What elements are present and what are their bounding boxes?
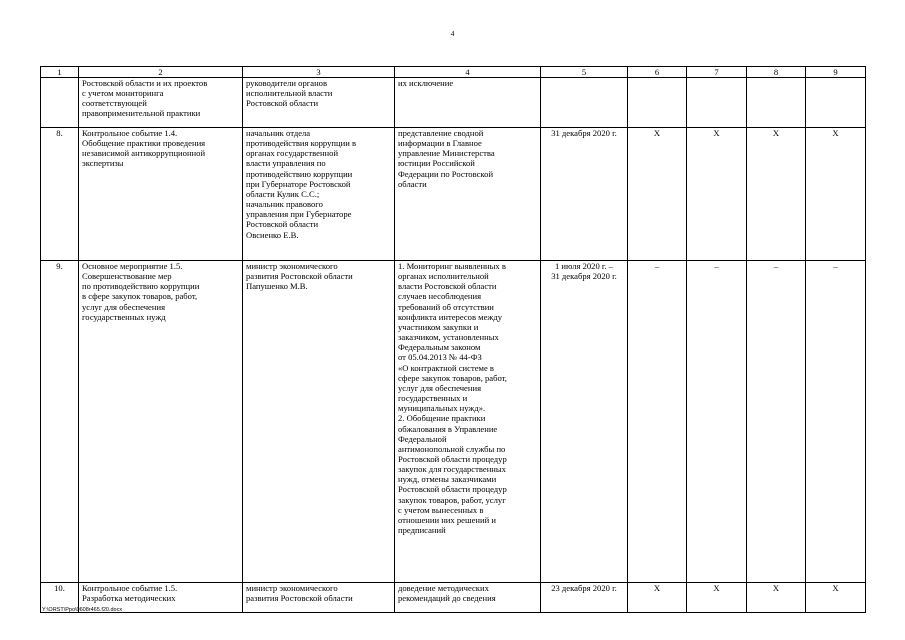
mark-cell-c9: [806, 78, 866, 128]
row-number-cell: 8.: [41, 128, 79, 261]
responsible-line: при Губернаторе Ростовской: [246, 178, 351, 189]
responsible-line: начальник отдела: [246, 128, 311, 138]
responsible-cell: [243, 78, 395, 128]
result-line: органах исполнительной: [398, 271, 489, 282]
responsible-line: противодействию коррупции: [246, 168, 353, 179]
result-line: доведение методических: [398, 583, 489, 593]
event-line: по противодействию коррупции: [82, 281, 200, 292]
result-line: закупок для государственных: [398, 464, 506, 475]
result-line: юстиции Российской: [398, 158, 475, 169]
result-line: обжалования в Управление: [398, 423, 498, 434]
term-cell: [541, 78, 628, 128]
result-line: требований об отсутствии: [398, 301, 494, 312]
event-line: Контрольное событие 1.5.: [82, 583, 178, 593]
header-cell-8: 8: [747, 67, 806, 78]
term-line: 23 декабря 2020 г.: [551, 583, 617, 593]
result-line: нужд, отмены заказчиками: [398, 474, 497, 485]
result-line: Федеральной: [398, 433, 447, 444]
header-cell-3: 3: [243, 67, 395, 78]
result-line: 2. Обобщение практики: [398, 413, 486, 424]
event-line: в сфере закупок товаров, работ,: [82, 291, 198, 302]
event-line: Ростовской области и их проектов: [82, 78, 208, 88]
mark-cell-c6: Х: [628, 583, 687, 613]
event-cell: [79, 261, 243, 583]
responsible-line: развития Ростовской области: [246, 271, 353, 282]
event-line: услуг для обеспечения: [82, 301, 166, 312]
table-header-row: [41, 67, 866, 78]
result-line: Ростовской области процедур: [398, 484, 507, 495]
table-row: [41, 261, 866, 583]
event-cell: [79, 128, 243, 261]
result-line: услуг для обеспечения: [398, 382, 482, 393]
result-line: Ростовской области процедур: [398, 453, 507, 464]
responsible-line: власти управления по: [246, 158, 326, 169]
table-row: [41, 78, 866, 128]
responsible-line: Ростовской области: [246, 98, 319, 109]
mark-cell-c6: [628, 78, 687, 128]
result-line: Федеральным законом: [398, 342, 481, 353]
result-line: от 05.04.2013 № 44-ФЗ: [398, 352, 482, 363]
result-line: 1. Мониторинг выявленных в: [398, 261, 506, 271]
page-number: 4: [450, 29, 455, 38]
result-cell: [395, 128, 541, 261]
result-line: Федерации по Ростовской: [398, 168, 494, 179]
result-line: государственных и: [398, 393, 468, 404]
mark-cell-c7: –: [687, 261, 747, 583]
result-line: власти Ростовской области: [398, 281, 497, 292]
result-line: антимонопольной службы по: [398, 443, 506, 454]
row-number-cell: [41, 78, 79, 128]
result-cell: [395, 583, 541, 613]
responsible-cell: [243, 583, 395, 613]
event-line: Обобщение практики проведения: [82, 138, 206, 149]
mark-cell-c8: –: [747, 261, 806, 583]
mark-cell-c9: Х: [806, 128, 866, 261]
mark-cell-c7: Х: [687, 128, 747, 261]
mark-cell-c9: –: [806, 261, 866, 583]
event-line: Основное мероприятие 1.5.: [82, 261, 183, 271]
event-line: государственных нужд: [82, 311, 166, 322]
result-line: «О контрактной системе в: [398, 362, 494, 373]
header-cell-1: 1: [41, 67, 79, 78]
result-line: участником закупки и: [398, 321, 479, 332]
responsible-line: области Кулик С.С.;: [246, 188, 320, 199]
header-cell-6: 6: [628, 67, 687, 78]
result-line: области: [398, 178, 427, 189]
mark-cell-c7: Х: [687, 583, 747, 613]
responsible-line: Ростовской области: [246, 219, 319, 230]
responsible-line: Овсиенко Е.В.: [246, 229, 299, 240]
result-line: сфере закупок товаров, работ,: [398, 372, 507, 383]
result-line: закупок товаров, работ, услуг: [398, 494, 506, 505]
result-line: предписаний: [398, 525, 446, 536]
responsible-line: министр экономического: [246, 261, 338, 271]
result-line: с учетом вынесенных в: [398, 504, 484, 515]
result-line: рекомендаций до сведения: [398, 593, 496, 604]
result-line: их исключение: [398, 78, 454, 88]
result-line: отношении них решений и: [398, 514, 496, 525]
responsible-line: исполнительной власти: [246, 88, 333, 99]
event-line: соответствующей: [82, 98, 147, 109]
term-line: 31 декабря 2020 г.: [551, 128, 617, 138]
header-cell-5: 5: [541, 67, 628, 78]
result-cell: [395, 261, 541, 583]
event-line: Совершенствование мер: [82, 271, 172, 282]
row-number-cell: 10.: [41, 583, 79, 613]
responsible-cell: [243, 261, 395, 583]
event-line: с учетом мониторинга: [82, 88, 164, 99]
table-row: [41, 583, 866, 613]
responsible-line: управления при Губернаторе: [246, 209, 352, 220]
result-line: представление сводной: [398, 128, 484, 138]
header-cell-7: 7: [687, 67, 747, 78]
responsible-line: развития Ростовской области: [246, 593, 353, 604]
mark-cell-c6: Х: [628, 128, 687, 261]
responsible-line: руководители органов: [246, 78, 328, 88]
result-line: заказчиком, установленных: [398, 332, 499, 343]
event-line: правоприменительной практики: [82, 108, 201, 119]
term-cell: [541, 128, 628, 261]
term-cell: [541, 583, 628, 613]
mark-cell-c6: –: [628, 261, 687, 583]
event-line: экспертизы: [82, 158, 124, 169]
responsible-line: Папушенко М.В.: [246, 281, 308, 292]
header-cell-9: 9: [806, 67, 866, 78]
result-line: муниципальных нужд».: [398, 403, 486, 414]
mark-cell-c9: Х: [806, 583, 866, 613]
result-line: случаев несоблюдения: [398, 291, 482, 302]
event-line: независимой антикоррупционной: [82, 148, 206, 159]
measures-table: [40, 66, 866, 613]
result-line: управление Министерства: [398, 148, 495, 159]
term-cell: [541, 261, 628, 583]
mark-cell-c8: Х: [747, 128, 806, 261]
responsible-line: органах государственной: [246, 148, 339, 159]
table-row: [41, 128, 866, 261]
responsible-line: министр экономического: [246, 583, 338, 593]
responsible-line: начальник правового: [246, 199, 323, 210]
file-path-footer: Y:\ORST\Ppo\0608r465.f20.docx: [42, 607, 123, 613]
event-cell: [79, 78, 243, 128]
event-line: Разработка методических: [82, 593, 176, 604]
result-line: конфликта интересов между: [398, 311, 503, 322]
mark-cell-c7: [687, 78, 747, 128]
header-cell-2: 2: [79, 67, 243, 78]
mark-cell-c8: [747, 78, 806, 128]
responsible-line: противодействия коррупции в: [246, 138, 357, 149]
row-number-cell: 9.: [41, 261, 79, 583]
responsible-cell: [243, 128, 395, 261]
term-line: 31 декабря 2020 г.: [551, 271, 617, 282]
term-line: 1 июля 2020 г. –: [554, 261, 614, 271]
result-line: информации в Главное: [398, 138, 482, 149]
mark-cell-c8: Х: [747, 583, 806, 613]
header-cell-4: 4: [395, 67, 541, 78]
result-cell: [395, 78, 541, 128]
event-line: Контрольное событие 1.4.: [82, 128, 178, 138]
